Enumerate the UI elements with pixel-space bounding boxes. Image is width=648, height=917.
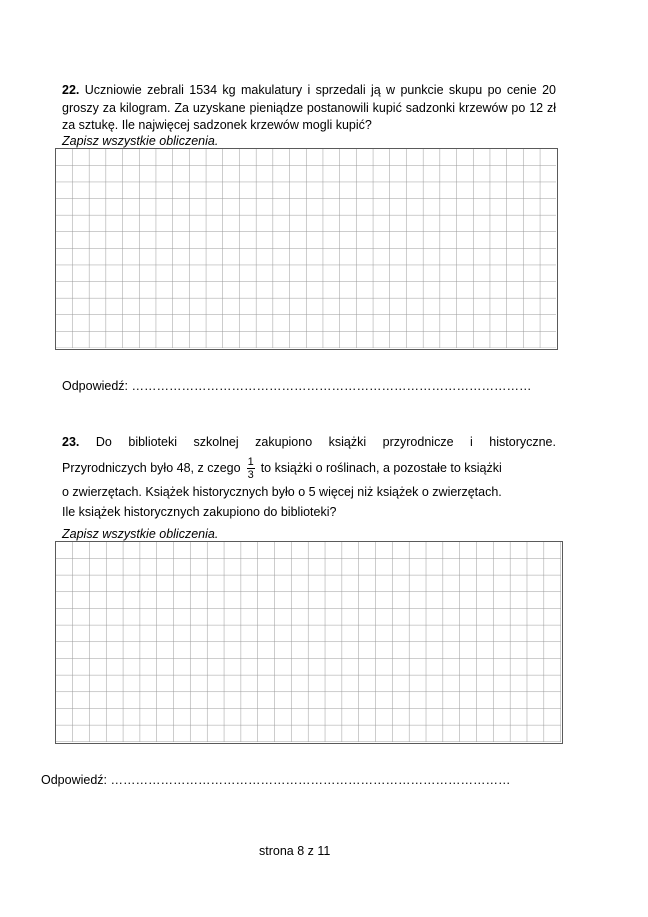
task-22-body: Uczniowie zebrali 1534 kg makulatury i sprzedali ją w punkcie skupu po cenie 20 groszy za kilogram. Za uzyskane pieniądze postanowili kupić sadzonki krzewów po 12 zł za sztukę. Ile najwięcej sadzonek krzewów mogli kupić? bbox=[62, 83, 556, 132]
task-23-answer-dots: …………………………………………………………………………………… bbox=[110, 773, 511, 787]
fraction-one-third bbox=[247, 456, 255, 481]
page-number: strona 8 z 11 bbox=[259, 844, 331, 858]
task-22-answer-line[interactable] bbox=[62, 379, 532, 393]
task-23-line2-before: Przyrodniczych było 48, z czego bbox=[62, 460, 241, 475]
task-23-number: 23. bbox=[62, 435, 80, 449]
fraction-denominator: 3 bbox=[247, 468, 254, 481]
task-22-instruction: Zapisz wszystkie obliczenia. bbox=[62, 134, 219, 148]
task-23-grid-lines bbox=[56, 542, 561, 742]
task-23-line2-after: to książki o roślinach, a pozostałe to książki bbox=[260, 460, 502, 475]
task-23-answer-label: Odpowiedź: bbox=[41, 773, 108, 787]
task-23-line3: o zwierzętach. Książek historycznych było o 5 więcej niż książek o zwierzętach. bbox=[62, 484, 502, 499]
task-23-question: Ile książek historycznych zakupiono do biblioteki? bbox=[62, 505, 337, 519]
task-23-text bbox=[62, 434, 556, 522]
task-23-answer-line[interactable] bbox=[41, 773, 511, 787]
task-22-answer-grid[interactable] bbox=[55, 148, 558, 350]
fraction-numerator: 1 bbox=[247, 455, 254, 468]
task-22-grid-lines bbox=[56, 149, 556, 348]
task-23-answer-grid[interactable] bbox=[55, 541, 563, 744]
task-23-instruction: Zapisz wszystkie obliczenia. bbox=[62, 527, 219, 541]
task-22-answer-label: Odpowiedź: bbox=[62, 379, 129, 393]
task-22-text bbox=[62, 82, 556, 135]
task-22-answer-dots: …………………………………………………………………………………… bbox=[131, 379, 532, 393]
task-22-number: 22. bbox=[62, 83, 80, 97]
task-23-line1: Do biblioteki szkolnej zakupiono książki przyrodnicze i historyczne. bbox=[95, 435, 556, 449]
